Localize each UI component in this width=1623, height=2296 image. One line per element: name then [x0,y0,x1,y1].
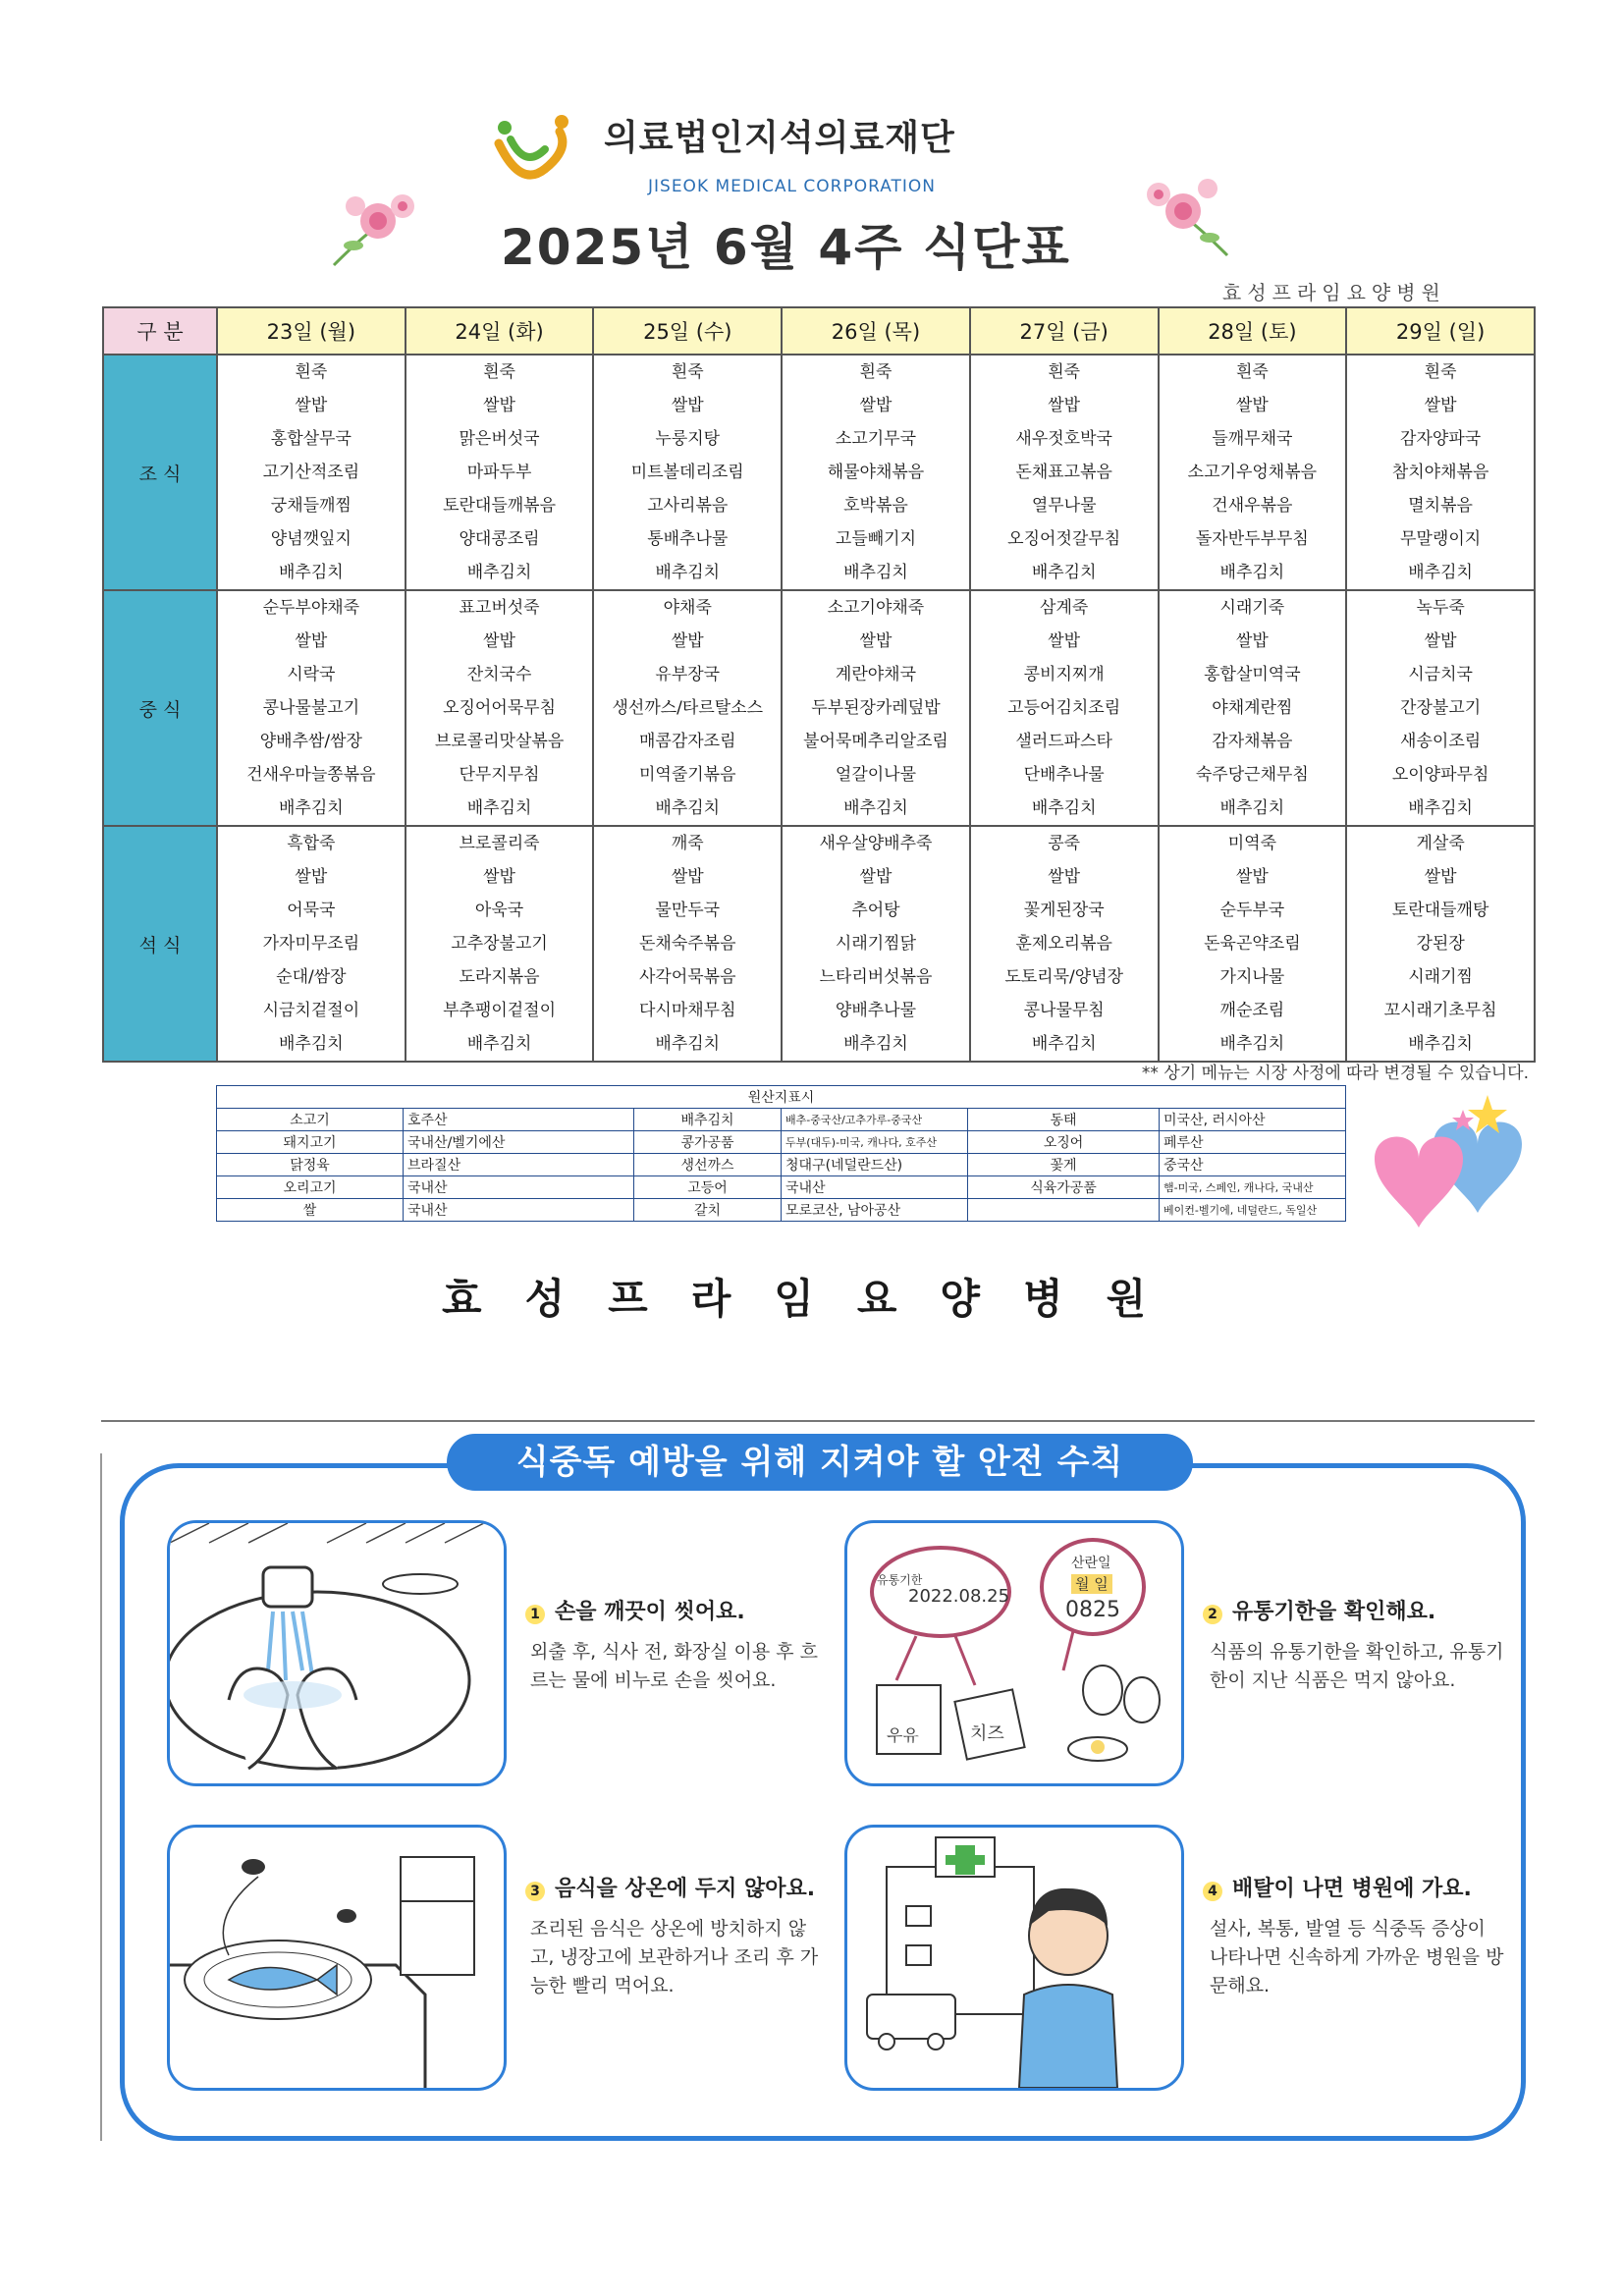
tip-4-text: 설사, 복통, 발열 등 식중독 증상이 나타나면 신속하게 가까운 병원을 방문해요. [1210,1918,1504,1996]
dish-item: 생선까스/타르탈소스 [612,698,764,718]
menu-day-cell [217,826,406,1062]
origin-item: 동태 [968,1109,1160,1131]
dish-item: 배추김치 [655,563,721,582]
dish-item: 돈채숙주볶음 [638,934,736,954]
dish-item: 쌀밥 [483,396,515,415]
safety-banner: 식중독 예방을 위해 지켜야 할 안전 수칙 [447,1434,1193,1491]
dish-item: 배추김치 [843,1034,908,1054]
menu-header-row [103,307,1535,355]
dish-item: 배추김치 [466,1034,532,1054]
hospital-visit-illustration [844,1825,1184,2091]
dish-item: 열무나물 [1031,496,1097,516]
origin-row [217,1131,1346,1154]
origin-country: 국내산 [782,1176,968,1199]
dish-item: 단무지무침 [459,765,540,785]
dish-item: 쌀밥 [1235,631,1269,651]
dish-item: 두부된장카레덮밥 [811,698,941,718]
dish-item: 배추김치 [1219,563,1285,582]
menu-day-cell [217,355,406,590]
tip-title-text: 음식을 상온에 두지 않아요. [555,1877,816,1901]
menu-day-cell [593,826,782,1062]
origin-item: 쌀 [217,1199,404,1222]
day-header: 28일 (토) [1159,307,1347,355]
origin-row [217,1154,1346,1176]
dish-item: 브로콜리맛살볶음 [434,732,565,751]
expiry-date: 2022.08.25 [908,1586,1010,1607]
menu-day-cell [1159,826,1347,1062]
dish-item: 콩나물무침 [1023,1001,1105,1020]
dish-item: 샐러드파스타 [1015,732,1112,751]
dish-item: 호박볶음 [843,496,908,516]
dish-item: 흰죽 [1424,362,1457,382]
section-divider [101,1420,1535,1422]
dish-item: 콩나물불고기 [262,698,360,718]
dish-item: 배추김치 [1031,563,1097,582]
dish-item: 감자양파국 [1400,429,1482,449]
org-english-name: JISEOK MEDICAL CORPORATION [648,177,937,196]
origin-country: 호주산 [404,1109,634,1131]
foundation-logo [491,110,579,189]
dish-item: 깨순조림 [1219,1001,1285,1020]
dish-item: 배추김치 [1031,798,1097,818]
dish-item: 배추김치 [1219,798,1285,818]
origin-country: 국내산 [404,1199,634,1222]
org-korean-name: 의료법인지석의료재단 [604,118,955,158]
dish-item: 잔치국수 [466,665,532,684]
milk-label: 우유 [887,1726,919,1746]
hospital-name-small: 효성프라임요양병원 [1222,281,1446,304]
dish-item: 흰죽 [671,362,704,382]
cheese-label: 치즈 [970,1723,1004,1744]
dish-item: 쌀밥 [1424,867,1457,887]
dish-item: 시래기찜 [1408,967,1473,987]
menu-day-cell [1346,355,1535,590]
dish-item: 궁채들깨찜 [270,496,352,516]
day-header: 24일 (화) [406,307,594,355]
day-header: 27일 (금) [970,307,1159,355]
flower-decoration-left [324,177,432,275]
dish-item: 배추김치 [843,798,908,818]
origin-country: 국내산/벨기에산 [404,1131,634,1154]
menu-day-cell [593,355,782,590]
dish-item: 쌀밥 [671,631,704,651]
menu-day-cell [970,355,1159,590]
dish-item: 배추김치 [466,563,532,582]
meal-label: 조 식 [103,355,217,590]
dish-item: 쌀밥 [1424,631,1457,651]
origin-country: 브라질산 [404,1154,634,1176]
dish-item: 고등어김치조림 [1007,698,1121,718]
dish-item: 고사리볶음 [647,496,729,516]
dish-item: 배추김치 [279,798,344,818]
dish-item: 야채계란찜 [1212,698,1293,718]
dish-item: 배추김치 [1408,798,1473,818]
hearts-decoration [1360,1090,1527,1247]
dish-item: 쌀밥 [1048,631,1081,651]
dish-item: 오징어어묵무침 [443,698,557,718]
origin-item: 돼지고기 [217,1131,404,1154]
origin-country: 미국산, 러시아산 [1160,1109,1346,1131]
dish-item: 훈제오리볶음 [1015,934,1112,954]
dish-item: 쌀밥 [1048,867,1081,887]
day-header: 29일 (일) [1346,307,1535,355]
dish-item: 흰죽 [1048,362,1081,382]
menu-day-cell [1159,590,1347,826]
food-storage-illustration [167,1825,507,2091]
dish-item: 시락국 [287,665,336,684]
dish-item: 표고버섯죽 [459,598,540,618]
dish-item: 배추김치 [655,1034,721,1054]
menu-day-cell [406,826,594,1062]
dish-item: 쌀밥 [295,396,328,415]
meal-row [103,590,1535,826]
dish-item: 시래기찜닭 [835,934,917,954]
menu-day-cell [1159,355,1347,590]
dish-item: 감자채볶음 [1212,732,1293,751]
dish-item: 쌀밥 [295,867,328,887]
dish-item: 시금치겉절이 [262,1001,360,1020]
dish-item: 느타리버섯볶음 [819,967,933,987]
dish-item: 돌자반두부무침 [1195,529,1309,549]
dish-item: 시금치국 [1408,665,1473,684]
tip-2-title [1203,1595,1435,1625]
dish-item: 사각어묵볶음 [638,967,736,987]
dish-item: 돈채표고볶음 [1015,463,1112,482]
day-header: 23일 (월) [217,307,406,355]
dish-item: 들깨무채국 [1212,429,1293,449]
tip-title-text: 손을 깨끗이 씻어요. [555,1600,745,1624]
dish-item: 쌀밥 [295,631,328,651]
dish-item: 가지나물 [1219,967,1285,987]
dish-item: 꼬시래기초무침 [1383,1001,1497,1020]
dish-item: 쌀밥 [859,867,893,887]
dish-item: 배추김치 [1408,1034,1473,1054]
dish-item: 순두부야채죽 [262,598,360,618]
dish-item: 양배추쌈/쌈장 [259,732,362,751]
origin-row [217,1199,1346,1222]
dish-item: 배추김치 [466,798,532,818]
tip-4-title [1203,1872,1472,1902]
dish-item: 물만두국 [655,901,721,920]
origin-country: 페루산 [1160,1131,1346,1154]
dish-item: 쌀밥 [671,396,704,415]
dish-item: 미트볼데리조림 [630,463,744,482]
dish-item: 쌀밥 [1235,396,1269,415]
origin-item: 꽃게 [968,1154,1160,1176]
flower-decoration-right [1129,167,1237,265]
dish-item: 배추김치 [1219,1034,1285,1054]
dish-item: 쌀밥 [1048,396,1081,415]
menu-day-cell [406,590,594,826]
origin-item [968,1199,1160,1222]
dish-item: 시래기죽 [1219,598,1285,618]
tip-3-title [525,1872,815,1902]
tip-1-title [525,1595,745,1625]
tip-title-text: 배탈이 나면 병원에 가요. [1232,1877,1472,1901]
meal-label: 중 식 [103,590,217,826]
dish-item: 브로콜리죽 [459,834,540,853]
dish-item: 참치야채볶음 [1391,463,1489,482]
origin-item: 고등어 [634,1176,782,1199]
origin-country: 햄-미국, 스페인, 캐나다, 국내산 [1160,1176,1346,1199]
origin-item: 생선까스 [634,1154,782,1176]
menu-day-cell [782,826,970,1062]
dish-item: 단배추나물 [1023,765,1105,785]
origin-item: 갈치 [634,1199,782,1222]
dish-item: 콩죽 [1048,834,1081,853]
dish-item: 깨죽 [671,834,704,853]
dish-item: 도토리묵/양념장 [1004,967,1123,987]
dish-item: 녹두죽 [1416,598,1465,618]
day-header: 25일 (수) [593,307,782,355]
tip-number: 4 [1203,1882,1222,1901]
menu-day-cell [970,590,1159,826]
dish-item: 흰죽 [859,362,893,382]
laid-date-sub: 월 일 [1075,1575,1109,1593]
origin-country: 두부(대두)-미국, 캐나다, 호주산 [782,1131,968,1154]
tip-1-text: 외출 후, 식사 전, 화장실 이용 후 흐르는 물에 비누로 손을 씻어요. [530,1641,818,1691]
origin-item: 닭정육 [217,1154,404,1176]
laid-date-code: 0825 [1065,1598,1120,1622]
origin-item: 식육가공품 [968,1176,1160,1199]
origin-country: 국내산 [404,1176,634,1199]
dish-item: 새송이조림 [1400,732,1482,751]
expiry-check-illustration [844,1520,1184,1786]
meal-row [103,355,1535,590]
dish-item: 강된장 [1416,934,1465,954]
dish-item: 건새우마늘쫑볶음 [246,765,376,785]
origin-country: 청대구(네덜란드산) [782,1154,968,1176]
menu-day-cell [593,590,782,826]
dish-item: 순대/쌈장 [276,967,347,987]
dish-item: 무말랭이지 [1400,529,1482,549]
dish-item: 쌀밥 [859,396,893,415]
dish-item: 돈육곤약조림 [1204,934,1301,954]
menu-day-cell [1346,590,1535,826]
dish-item: 쌀밥 [1424,396,1457,415]
dish-item: 멸치볶음 [1408,496,1473,516]
menu-day-cell [406,355,594,590]
meal-label: 석 식 [103,826,217,1062]
dish-item: 가자미무조림 [262,934,360,954]
tip-3-text: 조리된 음식은 상온에 방치하지 않고, 냉장고에 보관하거나 조리 후 가능한 빨리 먹어요. [530,1918,819,1996]
dish-item: 게살죽 [1416,834,1465,853]
dish-item: 해물야채볶음 [827,463,925,482]
dish-item: 쌀밥 [1235,867,1269,887]
origin-item: 오징어 [968,1131,1160,1154]
dish-item: 순두부국 [1219,901,1285,920]
expiry-label: 유통기한 [877,1573,923,1587]
dish-item: 통배추나물 [647,529,729,549]
menu-day-cell [782,590,970,826]
dish-item: 소고기우엉채볶음 [1187,463,1318,482]
origin-item: 배추김치 [634,1109,782,1131]
dish-item: 쌀밥 [859,631,893,651]
origin-table-title: 원산지표시 [217,1086,1346,1109]
dish-item: 부추팽이겉절이 [443,1001,557,1020]
dish-item: 삼계죽 [1040,598,1089,618]
dish-item: 홍합살미역국 [1204,665,1301,684]
dish-item: 고추장불고기 [451,934,548,954]
dish-item: 양념깻잎지 [270,529,352,549]
dish-item: 오징어젓갈무침 [1007,529,1121,549]
dish-item: 얼갈이나물 [835,765,917,785]
dish-item: 고기산적조림 [262,463,360,482]
left-margin-line [100,1453,102,2141]
dish-item: 쌀밥 [483,631,515,651]
dish-item: 배추김치 [655,798,721,818]
origin-item: 콩가공품 [634,1131,782,1154]
category-header: 구 분 [103,307,217,355]
dish-item: 간장불고기 [1400,698,1482,718]
dish-item: 오이양파무침 [1391,765,1489,785]
menu-day-cell [782,355,970,590]
origin-country: 배추-중국산/고추가루-중국산 [782,1109,968,1131]
origin-country: 모로코산, 남아공산 [782,1199,968,1222]
dish-item: 새우젓호박국 [1015,429,1112,449]
tip-number: 1 [525,1605,545,1624]
menu-change-note: ** 상기 메뉴는 시장 사정에 따라 변경될 수 있습니다. [1141,1064,1529,1083]
dish-item: 숙주당근채무침 [1195,765,1309,785]
origin-row [217,1176,1346,1199]
menu-day-cell [970,826,1159,1062]
page-title: 2025년 6월 4주 식단표 [501,219,1071,276]
dish-item: 콩비지찌개 [1023,665,1105,684]
dish-item: 소고기무국 [835,429,917,449]
origin-item: 소고기 [217,1109,404,1131]
dish-item: 토란대들깨탕 [1391,901,1489,920]
dish-item: 계란야채국 [835,665,917,684]
dish-item: 미역줄기볶음 [638,765,736,785]
dish-item: 유부장국 [655,665,721,684]
handwashing-illustration [167,1520,507,1786]
tip-number: 3 [525,1882,545,1901]
dish-item: 홍합살무국 [270,429,352,449]
dish-item: 미역죽 [1227,834,1276,853]
dish-item: 배추김치 [279,563,344,582]
dish-item: 쌀밥 [671,867,704,887]
hospital-name-large: 효성프라임요양병원 [442,1275,1190,1323]
dish-item: 배추김치 [843,563,908,582]
dish-item: 배추김치 [1031,1034,1097,1054]
origin-item: 오리고기 [217,1176,404,1199]
tip-title-text: 유통기한을 확인해요. [1232,1600,1436,1624]
origin-country: 베이컨-벨기에, 네덜란드, 독일산 [1160,1199,1346,1222]
menu-day-cell [1346,826,1535,1062]
origin-country: 중국산 [1160,1154,1346,1176]
dish-item: 양배추나물 [835,1001,917,1020]
laid-date-label: 산란일 [1071,1556,1111,1571]
dish-item: 토란대들깨볶음 [443,496,557,516]
dish-item: 양대콩조림 [459,529,540,549]
dish-item: 꽃게된장국 [1023,901,1105,920]
dish-item: 아욱국 [474,901,524,920]
dish-item: 마파두부 [466,463,532,482]
tip-2-text: 식품의 유통기한을 확인하고, 유통기한이 지난 식품은 먹지 않아요. [1210,1641,1504,1691]
dish-item: 쌀밥 [483,867,515,887]
dish-item: 누룽지탕 [655,429,721,449]
dish-item: 소고기야채죽 [827,598,925,618]
dish-item: 흰죽 [483,362,515,382]
dish-item: 다시마채무침 [638,1001,736,1020]
tip-number: 2 [1203,1605,1222,1624]
menu-day-cell [217,590,406,826]
origin-table [216,1085,1346,1222]
dish-item: 어묵국 [287,901,336,920]
dish-item: 추어탕 [851,901,900,920]
weekly-menu-table [102,306,1536,1063]
dish-item: 고들빼기지 [835,529,917,549]
dish-item: 흰죽 [295,362,328,382]
dish-item: 맑은버섯국 [459,429,540,449]
dish-item: 배추김치 [1408,563,1473,582]
meal-row [103,826,1535,1062]
dish-item: 흰죽 [1235,362,1269,382]
dish-item: 새우살양배추죽 [819,834,933,853]
dish-item: 건새우볶음 [1212,496,1293,516]
dish-item: 불어묵메추리알조림 [803,732,948,751]
dish-item: 배추김치 [279,1034,344,1054]
dish-item: 도라지볶음 [459,967,540,987]
dish-item: 흑합죽 [287,834,336,853]
origin-row [217,1109,1346,1131]
dish-item: 매콤감자조림 [638,732,736,751]
day-header: 26일 (목) [782,307,970,355]
dish-item: 야채죽 [663,598,712,618]
